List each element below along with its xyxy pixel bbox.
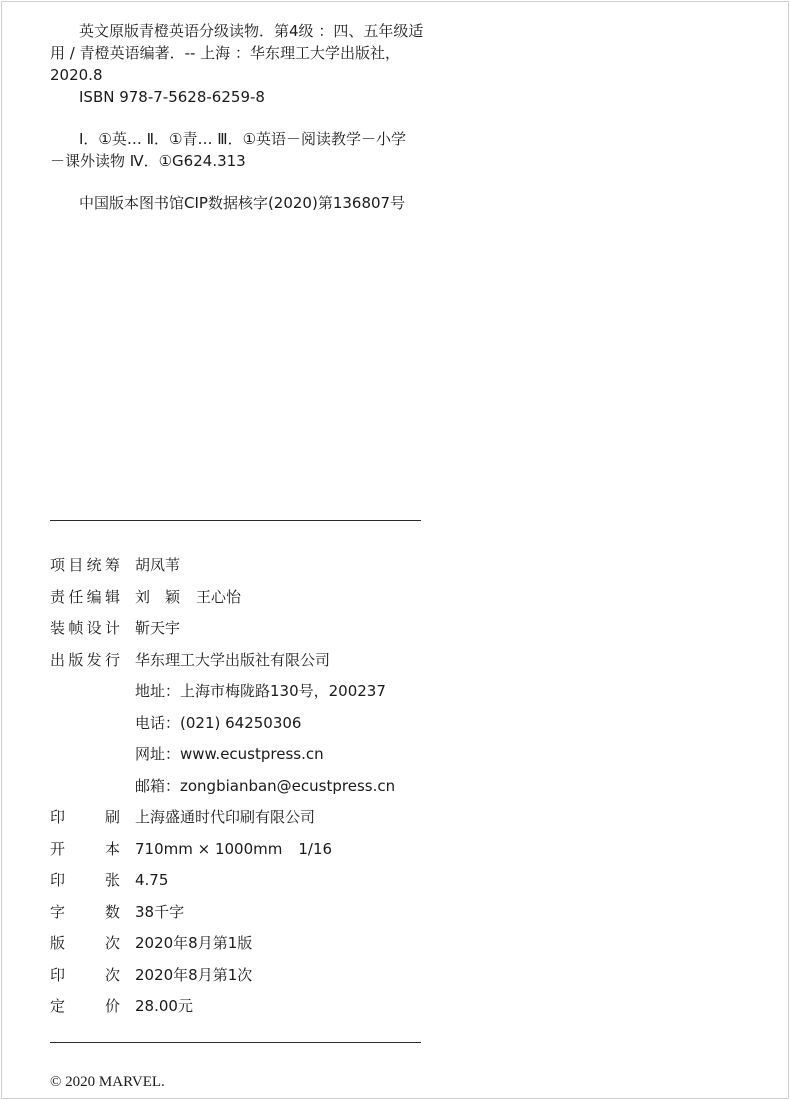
cip-classification-line: Ⅰ．①英… Ⅱ．①青… Ⅲ．①英语－阅读教学－小学	[79, 130, 407, 148]
colophon-row-design	[50, 613, 470, 645]
colophon-row-email	[50, 771, 470, 803]
publisher-address: 地址：上海市梅陇路130号，200237	[135, 682, 386, 700]
copyright-notice: © 2020 MARVEL.	[50, 1074, 165, 1090]
print-label: 印刷	[50, 808, 120, 826]
sheets-label: 印张	[50, 871, 120, 889]
colophon-row-print	[50, 802, 470, 834]
cip-record-number: 中国版本图书馆CIP数据核字(2020)第136807号	[79, 194, 406, 212]
editor-name-1: 刘 颖	[135, 587, 181, 606]
publisher-website: 网址：www.ecustpress.cn	[135, 745, 324, 763]
impression-label: 印次	[50, 965, 120, 984]
design-value: 靳天宇	[135, 619, 181, 637]
colophon-row-words	[50, 897, 470, 929]
project-value: 胡凤苇	[135, 556, 181, 574]
project-label: 项目统筹	[50, 556, 120, 574]
format-value	[135, 834, 332, 866]
publisher-phone: 电话：(021) 64250306	[135, 713, 302, 732]
format-label: 开本	[50, 839, 120, 858]
cip-publisher-line: 用 / 青橙英语编著．-- 上海 ：华东理工大学出版社，	[50, 44, 400, 62]
colophon-row-publisher	[50, 645, 470, 677]
cip-isbn-line: ISBN 978-7-5628-6259-8	[79, 88, 265, 106]
colophon-row-phone	[50, 708, 470, 740]
words-value: 38千字	[135, 902, 185, 921]
colophon-block	[50, 550, 470, 1023]
words-label: 字数	[50, 902, 120, 921]
impression-value: 2020年8月第1次	[135, 965, 253, 984]
colophon-row-edition	[50, 928, 470, 960]
format-size: 710mm × 1000mm	[135, 839, 283, 858]
cip-classification-cont-line: －课外读物 Ⅳ．①G624.313	[50, 152, 246, 170]
publisher-value: 华东理工大学出版社有限公司	[135, 650, 331, 669]
design-label: 装帧设计	[50, 619, 120, 637]
editor-name-2: 王心怡	[196, 587, 242, 606]
publisher-label: 出版发行	[50, 650, 120, 669]
colophon-row-project	[50, 550, 470, 582]
top-divider	[50, 520, 421, 521]
publisher-email: 邮箱：zongbianban@ecustpress.cn	[135, 776, 396, 795]
cip-title-line: 英文原版青橙英语分级读物．第4级 ：四、五年级适	[79, 22, 424, 40]
colophon-row-editor	[50, 582, 470, 614]
colophon-row-address	[50, 676, 470, 708]
colophon-row-website	[50, 739, 470, 771]
edition-label: 版次	[50, 934, 120, 952]
editor-label: 责任编辑	[50, 587, 120, 606]
colophon-row-format	[50, 834, 470, 866]
print-value: 上海盛通时代印刷有限公司	[135, 808, 316, 826]
sheets-value: 4.75	[135, 871, 169, 889]
colophon-row-sheets	[50, 865, 470, 897]
cip-data-block	[50, 20, 480, 214]
colophon-row-impression	[50, 960, 470, 992]
price-label: 定价	[50, 997, 120, 1015]
cip-date-line: 2020.8	[50, 66, 103, 84]
bottom-divider	[50, 1042, 421, 1043]
price-value: 28.00元	[135, 997, 193, 1015]
colophon-row-price	[50, 991, 470, 1023]
format-fold: 1/16	[298, 839, 333, 858]
editor-value	[135, 582, 241, 614]
edition-value: 2020年8月第1版	[135, 934, 253, 952]
